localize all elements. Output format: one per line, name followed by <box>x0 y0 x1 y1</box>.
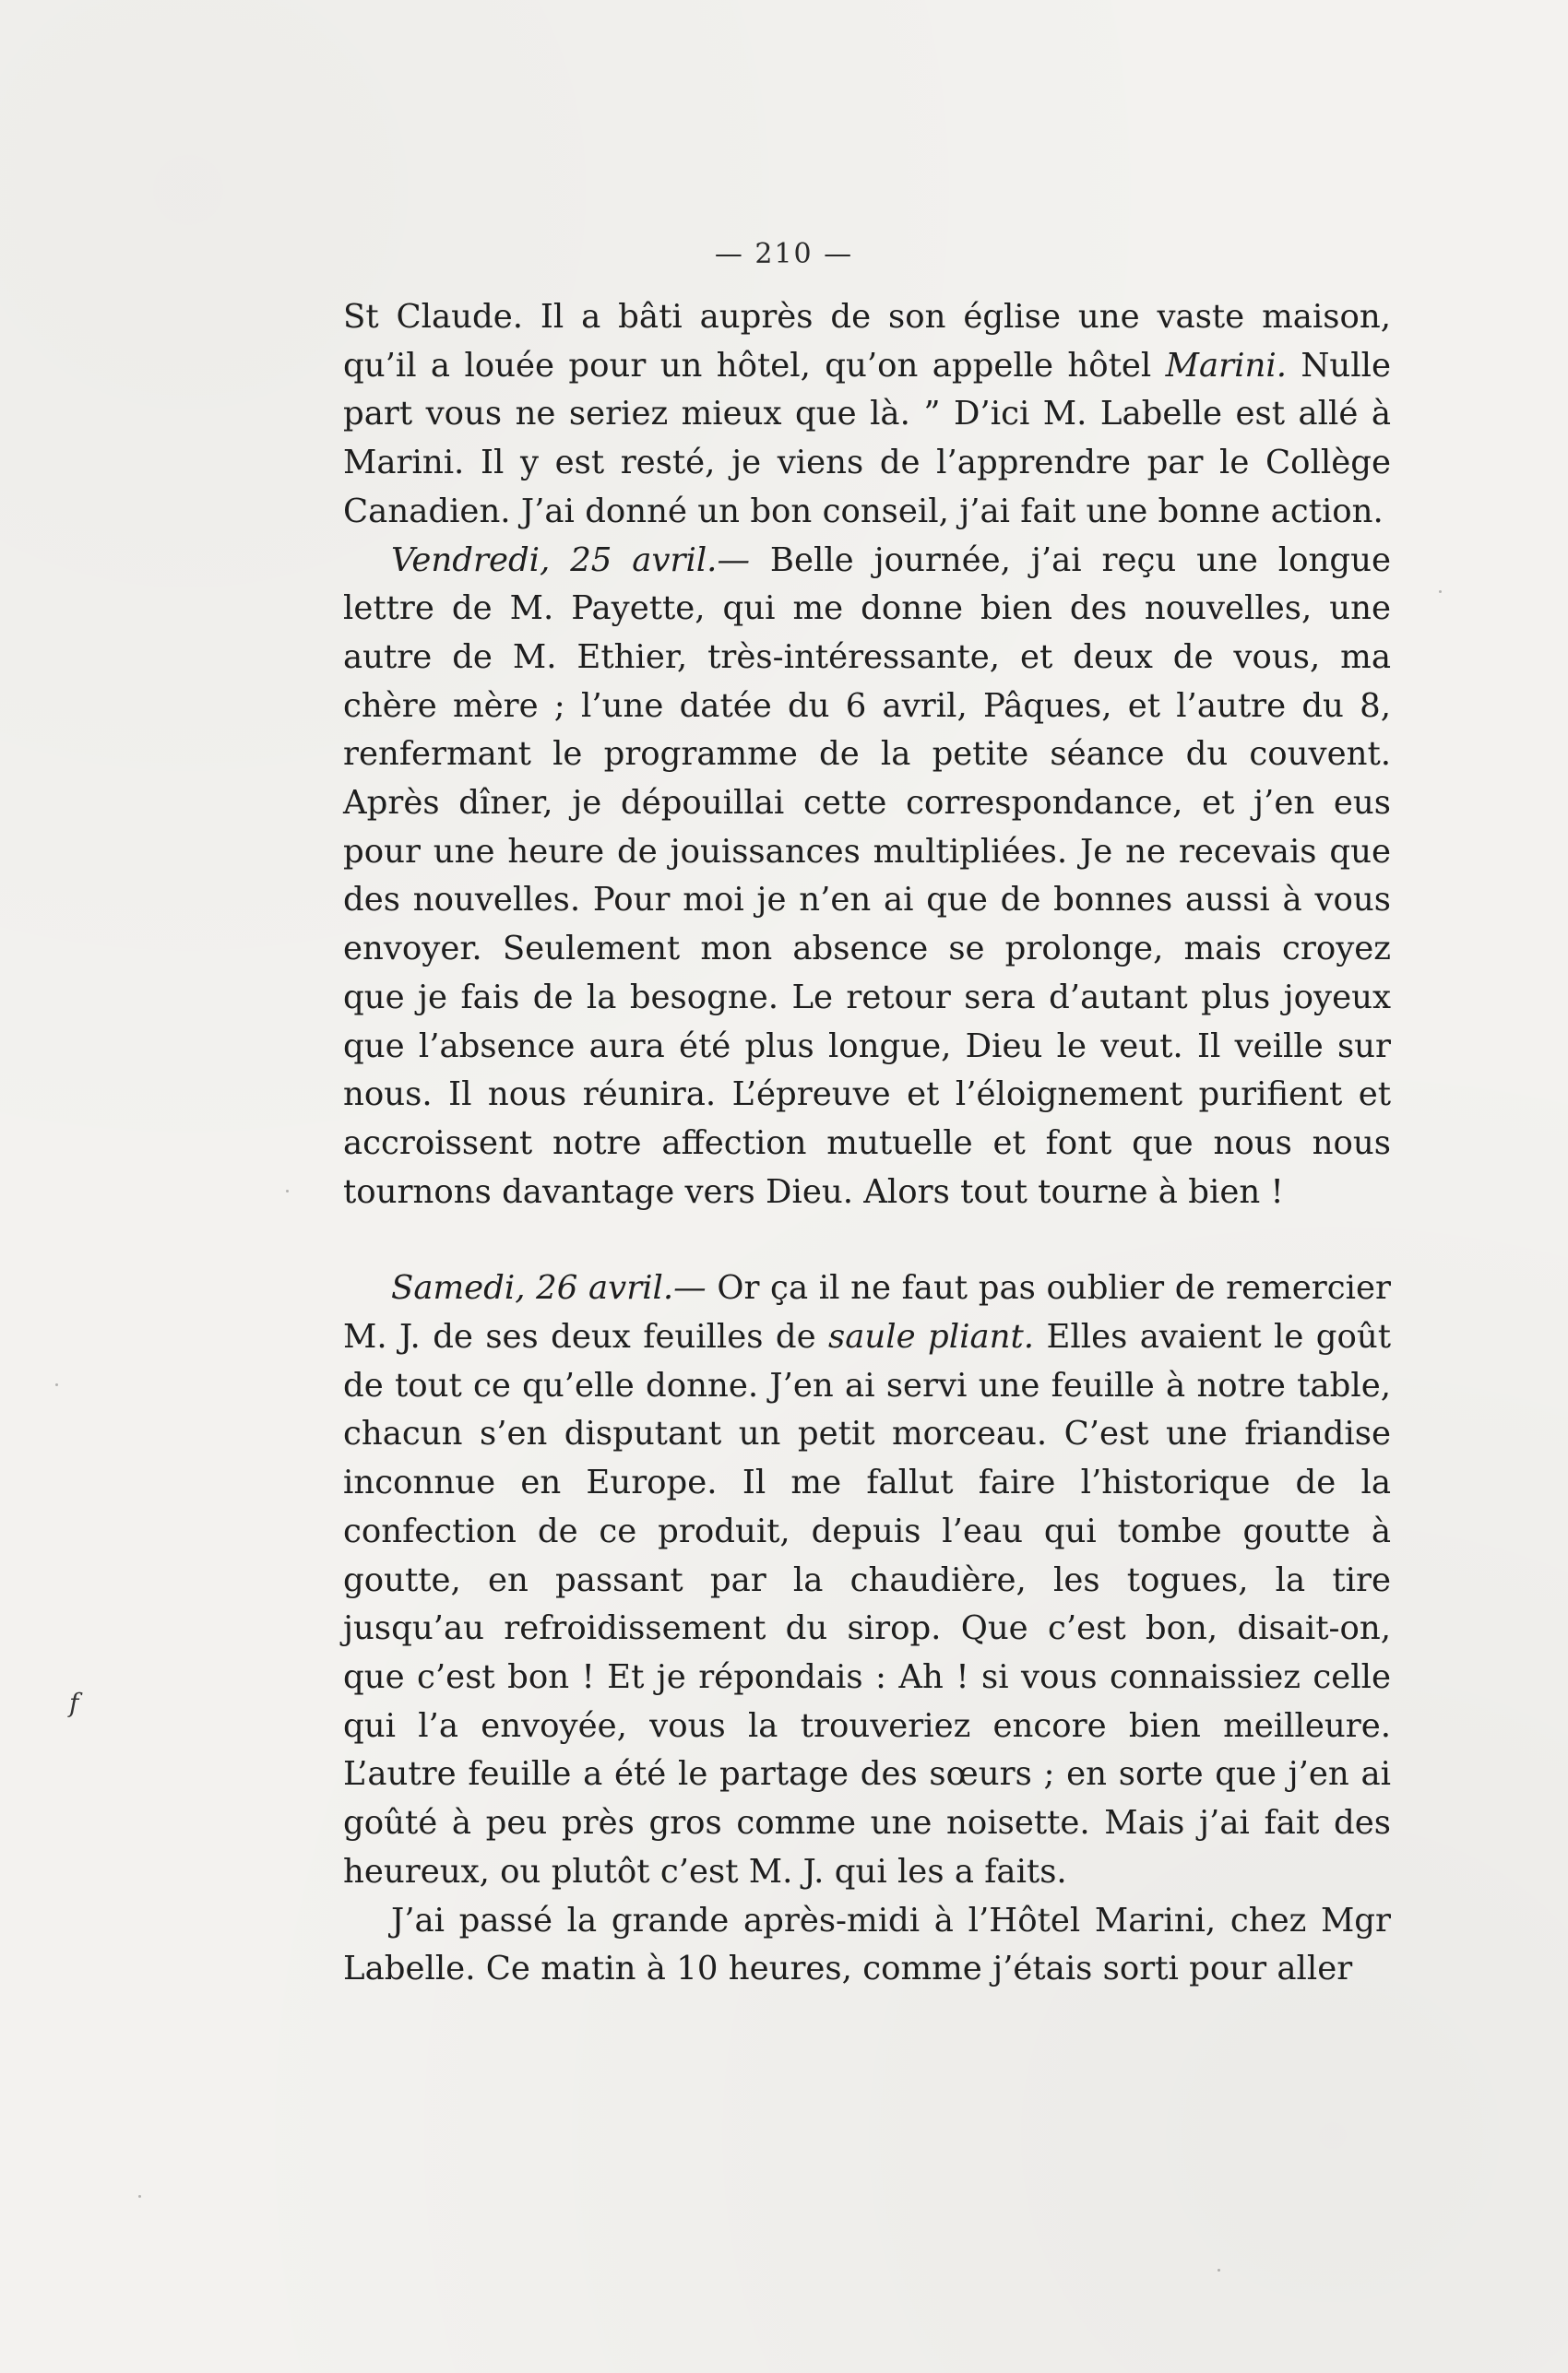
paragraph-text-after: Nulle part vous ne seriez mieux que là. ” D’ici M. Labelle est allé à Marini. Il y est resté, je viens de l’apprendre par le Collège Canadien. J’ai donné un bon conseil, j’ai fait une bonne action. <box>343 346 1391 530</box>
paper-speck <box>138 2195 141 2198</box>
paper-speck <box>1218 2269 1220 2272</box>
page-number: — 210 — <box>714 238 854 270</box>
paper-speck <box>286 1190 289 1192</box>
hotel-name-italic: Marini. <box>1165 346 1287 385</box>
paragraph-text: Or ça il ne faut pas oublier de remercier M. J. de ses deux feuilles de <box>343 1269 1391 1357</box>
paragraph-hotel-marini <box>343 1897 1391 1994</box>
paragraph-vendredi <box>343 537 1391 1217</box>
entry-date: Vendredi, 25 avril.— <box>391 540 750 579</box>
paragraph-text: Belle journée, j’ai reçu une longue lettre de M. Payette, qui me donne bien des nouvelles, une autre de M. Ethier, très-intéressante, et deux de vous, ma chère mère ; l’une datée du 6 avril, Pâques, et l’autre du 8, renfermant le programme de la petite séance du couvent. Après dîner, je dépouillai cette correspondance, et j’en eus pour une heure de jouissances multipliées. Je ne recevais que des nouvelles. Pour moi je n’en ai que de bonnes aussi à vous envoyer. Seulement mon absence se prolonge, mais croyez que je fais de la besogne. Le retour sera d’autant plus joyeux que l’absence aura été plus longue, Dieu le veut. Il veille sur nous. Il nous réunira. L’épreuve et l’éloignement purifient et accroissent notre affection mutuelle et font que nous nous tournons davantage vers Dieu. Alors tout tourne à bien ! <box>343 540 1391 1211</box>
paragraph-text: St Claude. Il a bâti auprès de son église une vaste maison, qu’il a louée pour un hôtel, qu’on appelle hôtel <box>343 298 1391 385</box>
saule-pliant-italic: saule pliant. <box>828 1318 1035 1357</box>
paper-speck <box>55 1383 58 1386</box>
body-text <box>343 293 1391 1994</box>
margin-mark: f <box>69 1688 79 1718</box>
paragraph-text: J’ai passé la grande après-midi à l’Hôtel Marini, chez Mgr Labelle. Ce matin à 10 heures, comme j’étais sorti pour aller <box>343 1901 1391 1988</box>
paragraph-samedi <box>343 1264 1391 1896</box>
paragraph-text-after: Elles avaient le goût de tout ce qu’elle donne. J’en ai servi une feuille à notre table, chacun s’en disputant un petit morceau. C’est une friandise inconnue en Europe. Il me fallut faire l’historique de la confection de ce produit, depuis l’eau qui tombe goutte à goutte, en passant par la chaudière, les togues, la tire jusqu’au refroidissement du sirop. Que c’est bon, disait-on, que c’est bon ! Et je répondais : Ah ! si vous connaissiez celle qui l’a envoyée, vous la trouveriez encore bien meilleure. L’autre feuille a été le partage des sœurs ; en sorte que j’en ai goûté à peu près gros comme une noisette. Mais j’ai fait des heureux, ou plutôt c’est M. J. qui les a faits. <box>343 1318 1392 1891</box>
paper-speck <box>1439 590 1442 593</box>
entry-date: Samedi, 26 avril.— <box>391 1269 707 1308</box>
paragraph-continuation <box>343 293 1391 537</box>
